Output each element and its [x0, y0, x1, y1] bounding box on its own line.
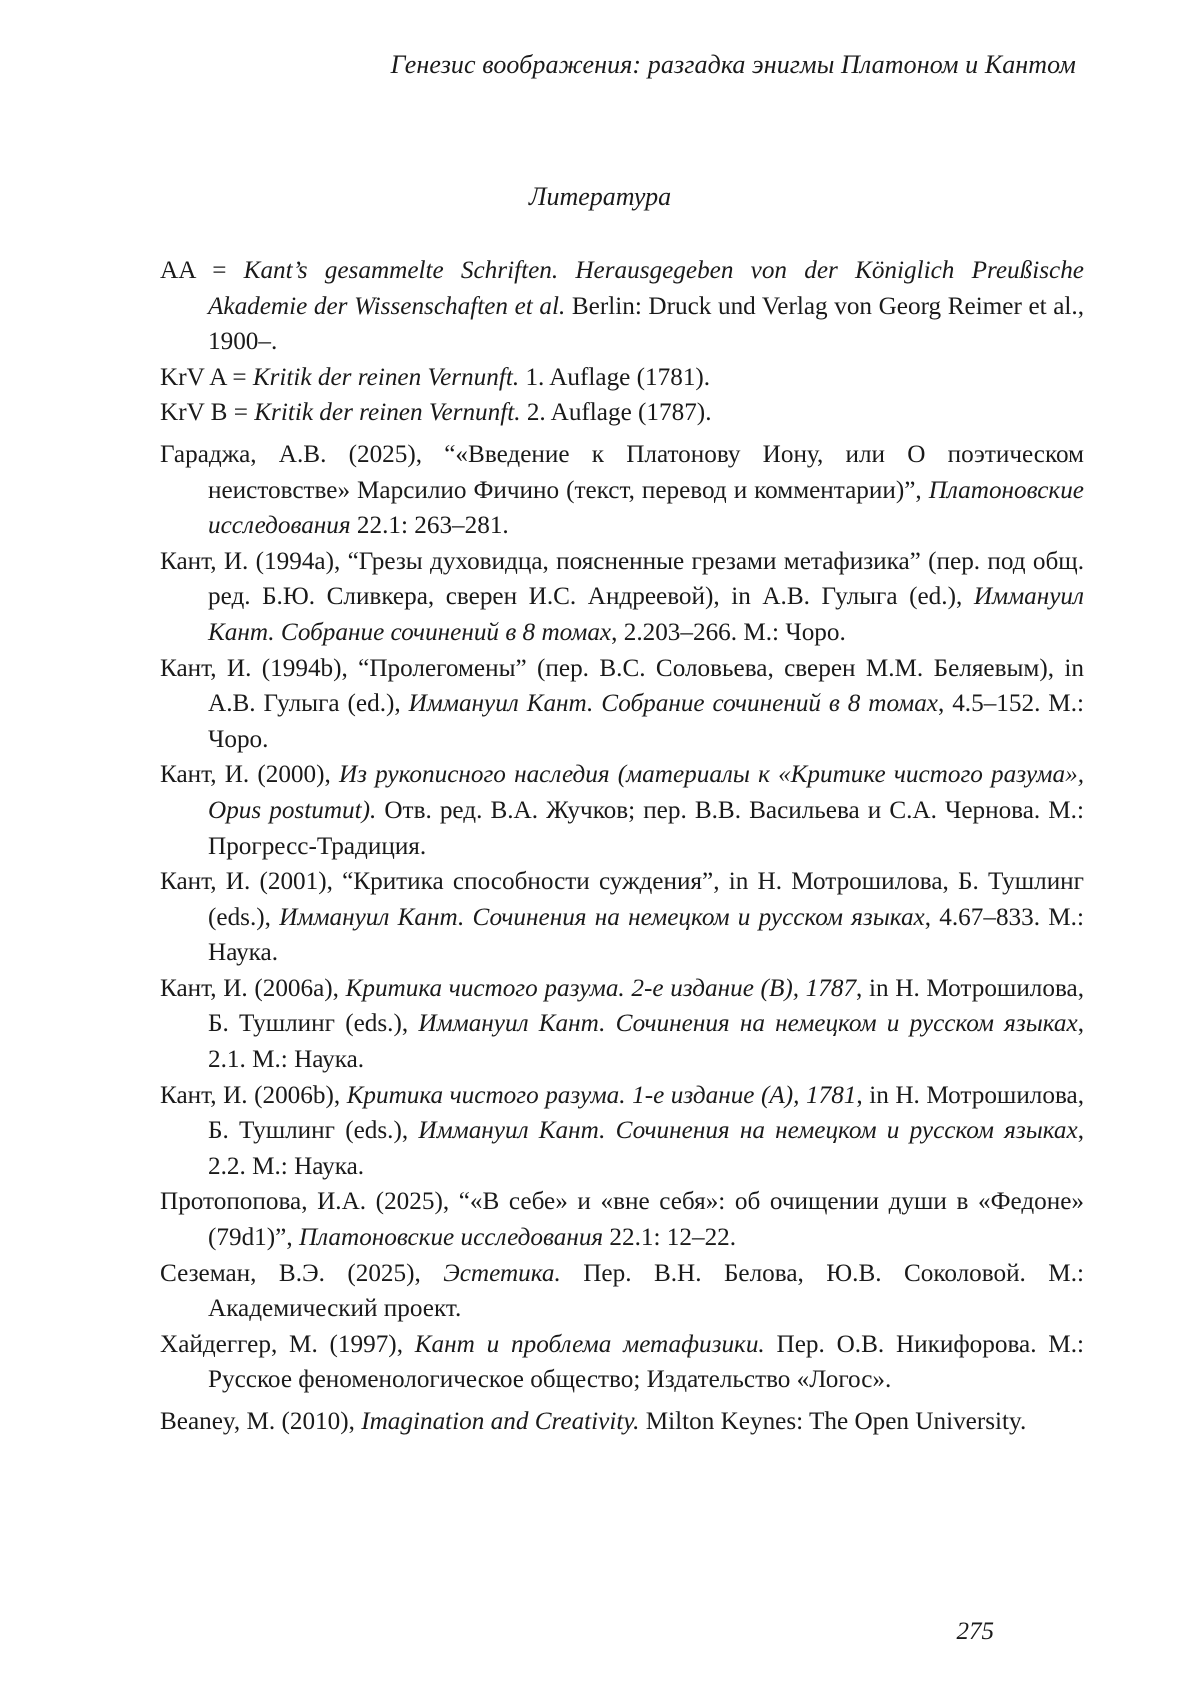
entry-title: Платоновские исследования — [298, 1224, 604, 1252]
entry-text: , 4.67–833. М.: Наука. — [208, 903, 1084, 967]
entry-text: Пер. В.Н. Белова, Ю.В. Соколовой. М.: Академический проект. — [208, 1259, 1084, 1323]
bibliography-entry — [160, 1256, 1084, 1327]
bibliography-entry — [160, 1327, 1084, 1398]
running-head: Генезис воображения: разгадка энигмы Платоном и Кантом — [390, 50, 1076, 79]
bibliography-entry — [160, 864, 1084, 971]
entry-text: 1. Auflage (1781). — [519, 363, 711, 391]
entry-text: , in Н. Мотрошилова, Б. Тушлинг (eds.), — [208, 1081, 1085, 1145]
abbreviation-entry — [160, 253, 1084, 360]
entry-title: Иммануил Кант. Сочинения на немецком и русском языках — [279, 903, 925, 931]
entry-text: Хайдеггер, М. (1997), — [160, 1330, 415, 1358]
bibliography-entry — [160, 1184, 1084, 1255]
entry-text: , 2.203–266. М.: Чоро. — [611, 618, 846, 646]
bibliography-entry — [160, 651, 1084, 758]
entry-text: 22.1: 12–22. — [603, 1224, 737, 1252]
entry-text: , in Н. Мотрошилова, Б. Тушлинг (eds.), — [208, 974, 1084, 1038]
entry-title: Кант и проблема метафизики. — [414, 1330, 765, 1358]
bibliography — [160, 253, 1084, 1440]
abbreviation-entry — [160, 395, 1084, 431]
entry-text: Кант, И. (2001), “Критика способности суждения”, in Н. Мотрошилова, Б. Тушлинг (eds.), — [160, 868, 1084, 931]
entry-title: Иммануил Кант. Собрание сочинений в 8 томах — [208, 583, 1084, 646]
entry-text: , 2.2. М.: Наука. — [208, 1117, 1085, 1180]
entry-title: Иммануил Кант. Сочинения на немецком и русском языках — [418, 1117, 1078, 1145]
entry-text: Berlin: Druck und Verlag von Georg Reimer et al., 1900–. — [208, 292, 1084, 356]
entry-title: Из рукописного наследия (материалы к «Критике чистого разума», Opus postumut). — [208, 761, 1084, 824]
entry-text: Пер. О.В. Никифорова. М.: Русское феноменологическое общество; Издательство «Логос». — [208, 1330, 1084, 1394]
entry-text: Кант, И. (2006a), — [160, 974, 346, 1002]
entry-text: , 4.5–152. М.: Чоро. — [208, 690, 1084, 753]
entry-text: Кант, И. (1994a), “Грезы духовидца, поясненные грезами метафизика” (пер. под общ. ред. Б.Ю. Сливкера, сверен И.С. Андреевой), in А.В. Гулыга (ed.), — [160, 547, 1084, 611]
entry-text: Beaney, M. (2010), — [160, 1408, 362, 1435]
entry-text: Milton Keynes: The Open University. — [639, 1408, 1027, 1435]
bibliography-entry — [160, 1078, 1084, 1185]
abbreviation-entry — [160, 360, 1084, 396]
bibliography-entry — [160, 1404, 1084, 1440]
section-title: Литература — [528, 182, 672, 211]
bibliography-entry — [160, 544, 1084, 651]
bibliography-entry — [160, 757, 1084, 864]
entry-text: Отв. ред. В.А. Жучков; пер. В.В. Васильева и С.А. Чернова. М.: Прогресс-Традиция. — [208, 796, 1084, 860]
entry-title: Kant’s gesammelte Schriften. Herausgegeben von der Königlich Preußische Akademie der Wissenschaften et al. — [208, 257, 1084, 320]
entry-text: KrV B = — [160, 399, 255, 427]
entry-text: , 2.1. М.: Наука. — [208, 1010, 1085, 1074]
entry-title: Критика чистого разума. 2-е издание (B), 1787 — [345, 974, 857, 1002]
entry-text: Протопопова, И.А. (2025), “«В себе» и «вне себя»: об очищении души в «Федоне» (79d1)”, — [160, 1188, 1084, 1252]
entry-text: Кант, И. (2000), — [160, 761, 339, 789]
entry-title: Kritik der reinen Vernunft. — [254, 399, 521, 427]
entry-title: Критика чистого разума. 1-е издание (A), 1781 — [346, 1081, 857, 1109]
entry-title: Imagination and Creativity. — [361, 1408, 640, 1435]
entry-title: Kritik der reinen Vernunft. — [252, 363, 520, 391]
entry-text: Кант, И. (2006b), — [160, 1081, 347, 1109]
entry-text: 2. Auflage (1787). — [520, 399, 712, 427]
page-number: 275 — [956, 1618, 994, 1645]
entry-title: Платоновские исследования — [208, 476, 1084, 540]
entry-text: AA = — [160, 257, 244, 284]
bibliography-entry — [160, 971, 1084, 1078]
entry-title: Иммануил Кант. Собрание сочинений в 8 томах — [408, 690, 938, 718]
bibliography-entry — [160, 437, 1084, 544]
entry-text: 22.1: 263–281. — [350, 512, 509, 540]
entry-text: KrV A = — [160, 363, 253, 391]
entry-text: Гараджа, А.В. (2025), “«Введение к Платонову Иону, или О поэтическом неистовстве» Марсилио Фичино (текст, перевод и комментарии)”, — [160, 440, 1084, 504]
entry-text: Кант, И. (1994b), “Пролегомены” (пер. В.С. Соловьева, сверен М.М. Беляевым), in А.В. Гулыга (ed.), — [160, 654, 1084, 718]
entry-text: Сеземан, В.Э. (2025), — [160, 1259, 444, 1287]
entry-title: Эстетика. — [443, 1259, 561, 1287]
entry-title: Иммануил Кант. Сочинения на немецком и русском языках — [418, 1010, 1078, 1038]
